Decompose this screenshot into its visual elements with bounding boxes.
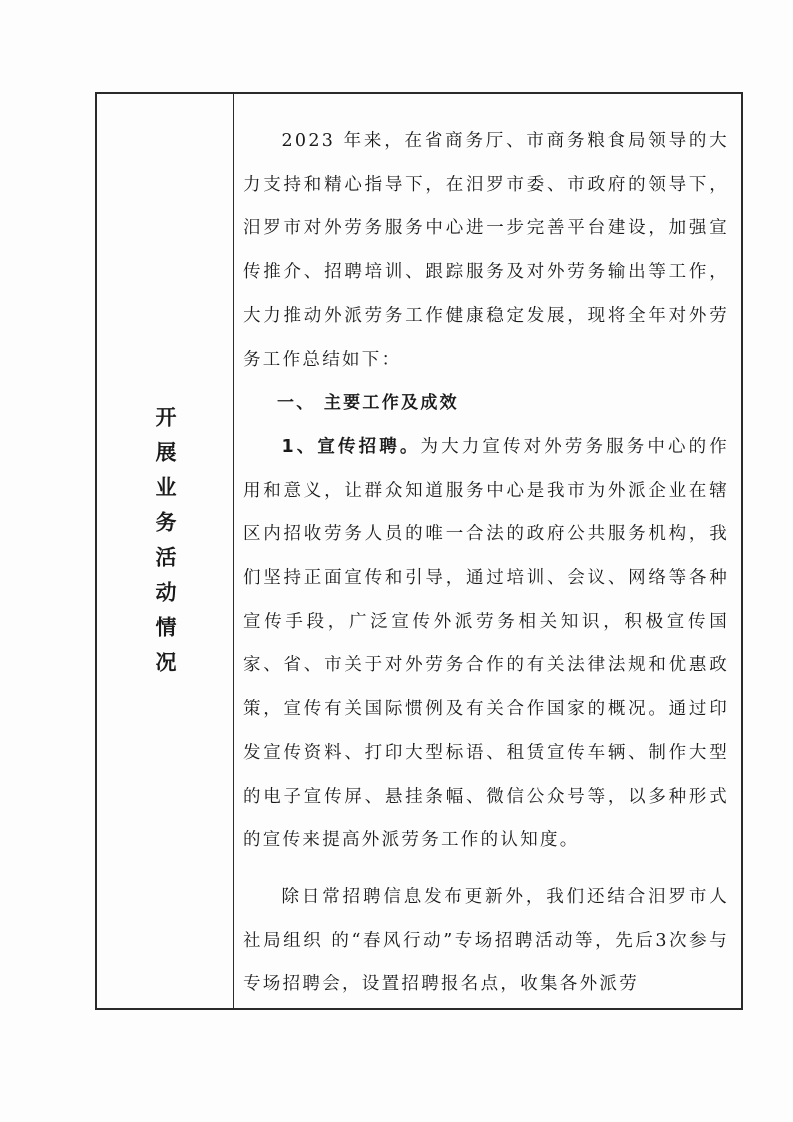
section-heading: 一、 主要工作及成效 [277,393,459,414]
item-1-paragraph [243,426,729,863]
paragraph-2: 除日常招聘信息发布更新外，我们还结合汨罗市人社局组织 的“春风行动”专场招聘活动等，先后3次参与专场招聘会，设置招聘报名点，收集各外派劳 [243,886,729,995]
item-1-text: 为大力宣传对外劳务服务中心的作用和意义，让群众知道服务中心是我市为外派企业在辖区内招收劳务人员的唯一合法的政府公共服务机构，我们坚持正面宣传和引导，通过培训、会议、网络等各种宣传手段，广泛宣传外派劳务相关知识，积极宣传国家、省、市关于对外劳务合作的有关法律法规和优惠政策，宣传有关国际惯例及有关合作国家的概况。通过印发宣传资料、打印大型标语、租赁宣传车辆、制作大型的电子宣传屏、悬挂条幅、微信公众号等，以多种形式的宣传来提高外派劳务工作的认知度。 [243,436,729,851]
form-table [95,92,743,1010]
section-label-cell [97,94,233,1008]
content-cell [243,120,729,1007]
column-divider [233,94,234,1008]
item-1-title: 1、宣传招聘。 [281,436,421,457]
section-label: 开展业务活动情况 [153,406,177,686]
intro-paragraph: 2023 年来，在省商务厅、市商务粮食局领导的大力支持和精心指导下，在汨罗市委、市政府的领导下，汨罗市对外劳务服务中心进一步完善平台建设，加强宣传推介、招聘培训、跟踪服务及对外劳务输出等工作，大力推动外派劳务工作健康稳定发展，现将全年对外劳务工作总结如下： [243,131,729,370]
